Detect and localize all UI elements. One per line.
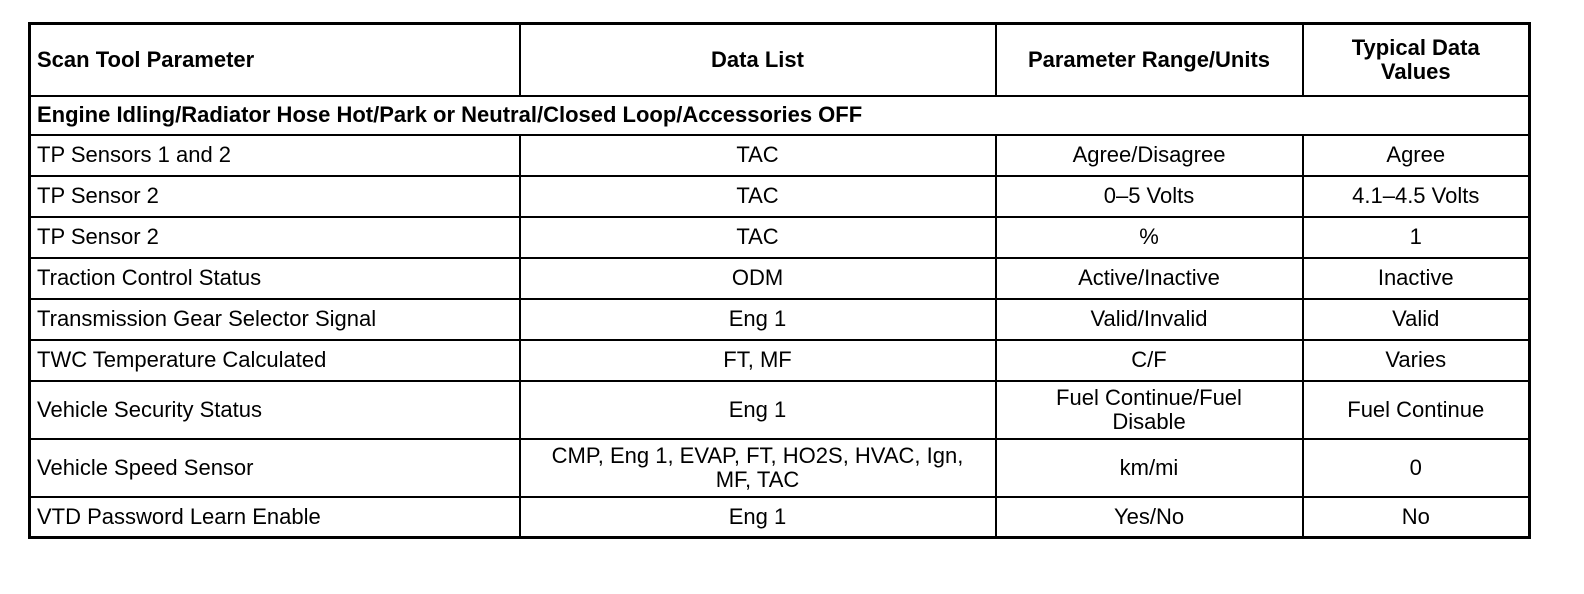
cell-parameter: TP Sensor 2 <box>30 217 520 258</box>
cell-range-units: Active/Inactive <box>996 258 1303 299</box>
header-data-list: Data List <box>520 24 996 96</box>
table-row <box>30 497 1530 538</box>
cell-typical-value: 0 <box>1303 439 1530 497</box>
cell-range-units: % <box>996 217 1303 258</box>
header-parameter-range-units: Parameter Range/Units <box>996 24 1303 96</box>
cell-range-units: Yes/No <box>996 497 1303 538</box>
scan-tool-data-table <box>28 22 1531 539</box>
table-row <box>30 340 1530 381</box>
cell-range-units: km/mi <box>996 439 1303 497</box>
cell-typical-value: 1 <box>1303 217 1530 258</box>
table-row <box>30 258 1530 299</box>
cell-range-units: Agree/Disagree <box>996 135 1303 176</box>
cell-data-list: TAC <box>520 176 996 217</box>
cell-typical-value: Varies <box>1303 340 1530 381</box>
cell-typical-value: Fuel Continue <box>1303 381 1530 439</box>
cell-data-list: Eng 1 <box>520 497 996 538</box>
header-scan-tool-parameter: Scan Tool Parameter <box>30 24 520 96</box>
cell-data-list: ODM <box>520 258 996 299</box>
cell-data-list: Eng 1 <box>520 381 996 439</box>
cell-range-units: Valid/Invalid <box>996 299 1303 340</box>
cell-parameter: Traction Control Status <box>30 258 520 299</box>
cell-typical-value: Valid <box>1303 299 1530 340</box>
table-header-row <box>30 24 1530 96</box>
table-row <box>30 217 1530 258</box>
cell-data-list: TAC <box>520 217 996 258</box>
cell-data-list: FT, MF <box>520 340 996 381</box>
cell-range-units: 0–5 Volts <box>996 176 1303 217</box>
cell-parameter: Transmission Gear Selector Signal <box>30 299 520 340</box>
cell-parameter: VTD Password Learn Enable <box>30 497 520 538</box>
table-row <box>30 439 1530 497</box>
cell-range-units: Fuel Continue/Fuel Disable <box>996 381 1303 439</box>
cell-data-list: Eng 1 <box>520 299 996 340</box>
section-row <box>30 96 1530 135</box>
cell-parameter: TP Sensor 2 <box>30 176 520 217</box>
header-typical-data-values: Typical Data Values <box>1303 24 1530 96</box>
cell-parameter: Vehicle Speed Sensor <box>30 439 520 497</box>
table-row <box>30 176 1530 217</box>
cell-typical-value: Inactive <box>1303 258 1530 299</box>
cell-typical-value: No <box>1303 497 1530 538</box>
cell-data-list: CMP, Eng 1, EVAP, FT, HO2S, HVAC, Ign, MF, TAC <box>520 439 996 497</box>
table-row <box>30 135 1530 176</box>
cell-data-list: TAC <box>520 135 996 176</box>
cell-typical-value: Agree <box>1303 135 1530 176</box>
cell-parameter: TWC Temperature Calculated <box>30 340 520 381</box>
cell-parameter: Vehicle Security Status <box>30 381 520 439</box>
cell-parameter: TP Sensors 1 and 2 <box>30 135 520 176</box>
table-row <box>30 381 1530 439</box>
cell-typical-value: 4.1–4.5 Volts <box>1303 176 1530 217</box>
cell-range-units: C/F <box>996 340 1303 381</box>
section-heading: Engine Idling/Radiator Hose Hot/Park or Neutral/Closed Loop/Accessories OFF <box>30 96 1530 135</box>
table-row <box>30 299 1530 340</box>
